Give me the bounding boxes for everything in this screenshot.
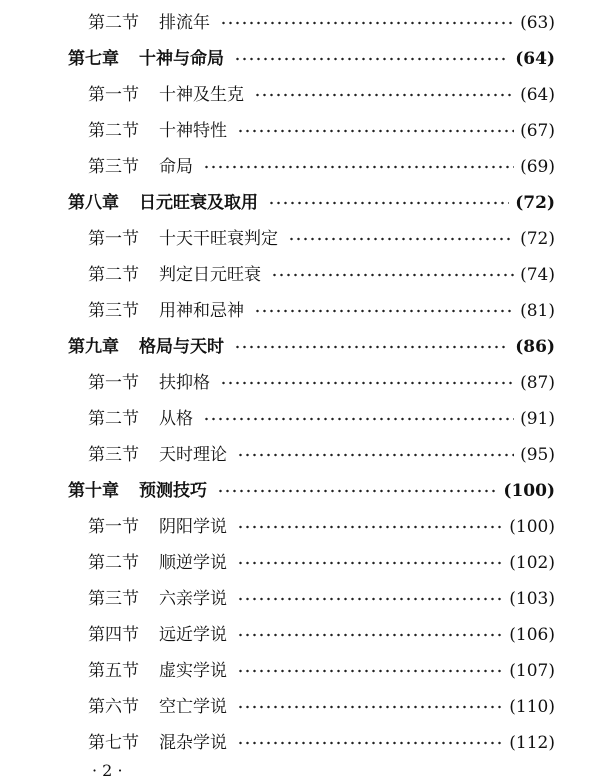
- page-number: (112): [509, 733, 555, 753]
- section-title: 命局: [159, 157, 193, 177]
- dot-leader: [237, 129, 514, 133]
- toc-entry-chapter: [68, 334, 555, 360]
- section-title: 虚实学说: [159, 661, 227, 681]
- section-number: 第四节: [88, 625, 139, 645]
- chapter-number: 第十章: [68, 481, 119, 501]
- page-number: (74): [520, 265, 555, 285]
- chapter-title: 十神与命局: [139, 49, 224, 69]
- dot-leader: [254, 93, 514, 97]
- toc-entry-section: [88, 118, 555, 144]
- section-title: 六亲学说: [159, 589, 227, 609]
- section-title: 从格: [159, 409, 193, 429]
- toc-entry-section: [88, 514, 555, 540]
- section-number: 第一节: [88, 85, 139, 105]
- chapter-title: 预测技巧: [139, 481, 207, 501]
- section-title: 排流年: [159, 13, 210, 33]
- dot-leader: [220, 381, 514, 385]
- section-number: 第三节: [88, 445, 139, 465]
- toc-entry-section: [88, 622, 555, 648]
- page-number: (86): [515, 337, 555, 357]
- dot-leader: [237, 525, 503, 529]
- section-title: 空亡学说: [159, 697, 227, 717]
- section-number: 第一节: [88, 229, 139, 249]
- section-title: 阴阳学说: [159, 517, 227, 537]
- section-title: 十神特性: [159, 121, 227, 141]
- section-number: 第一节: [88, 373, 139, 393]
- section-number: 第三节: [88, 589, 139, 609]
- dot-leader: [271, 273, 514, 277]
- page-number: (100): [509, 517, 555, 537]
- toc-entry-section: [88, 442, 555, 468]
- dot-leader: [268, 201, 509, 205]
- toc-entry-section: [88, 370, 555, 396]
- page-number: (91): [520, 409, 555, 429]
- chapter-title: 日元旺衰及取用: [139, 193, 258, 213]
- chapter-number: 第八章: [68, 193, 119, 213]
- section-title: 用神和忌神: [159, 301, 244, 321]
- toc-entry-section: [88, 550, 555, 576]
- section-title: 十神及生克: [159, 85, 244, 105]
- toc-entry-section: [88, 658, 555, 684]
- section-number: 第一节: [88, 517, 139, 537]
- dot-leader: [217, 489, 497, 493]
- toc-entry-chapter: [68, 478, 555, 504]
- dot-leader: [237, 669, 503, 673]
- toc-entry-section: [88, 730, 555, 756]
- page-number: (67): [520, 121, 555, 141]
- page-number: (64): [520, 85, 555, 105]
- dot-leader: [234, 57, 509, 61]
- section-number: 第三节: [88, 157, 139, 177]
- dot-leader: [220, 21, 514, 25]
- page-number: (102): [509, 553, 555, 573]
- toc-entry-chapter: [68, 46, 555, 72]
- chapter-title: 格局与天时: [139, 337, 224, 357]
- toc-entry-chapter: [68, 190, 555, 216]
- dot-leader: [203, 165, 514, 169]
- section-title: 十天干旺衰判定: [159, 229, 278, 249]
- chapter-number: 第九章: [68, 337, 119, 357]
- page-number: (95): [520, 445, 555, 465]
- section-number: 第二节: [88, 13, 139, 33]
- dot-leader: [237, 597, 503, 601]
- page-number: (69): [520, 157, 555, 177]
- section-number: 第二节: [88, 121, 139, 141]
- toc-entry-section: [88, 694, 555, 720]
- section-title: 混杂学说: [159, 733, 227, 753]
- section-number: 第二节: [88, 553, 139, 573]
- dot-leader: [203, 417, 514, 421]
- section-number: 第二节: [88, 409, 139, 429]
- section-number: 第三节: [88, 301, 139, 321]
- page-number: (72): [520, 229, 555, 249]
- page-number: (64): [515, 49, 555, 69]
- page-number: (87): [520, 373, 555, 393]
- page-number: (100): [503, 481, 555, 501]
- dot-leader: [237, 561, 503, 565]
- section-title: 顺逆学说: [159, 553, 227, 573]
- section-number: 第六节: [88, 697, 139, 717]
- page-number: (110): [509, 697, 555, 717]
- page-number: (106): [509, 625, 555, 645]
- chapter-number: 第七章: [68, 49, 119, 69]
- toc-entry-section: [88, 82, 555, 108]
- section-title: 扶抑格: [159, 373, 210, 393]
- page-folio: · 2 ·: [92, 761, 123, 780]
- section-number: 第七节: [88, 733, 139, 753]
- dot-leader: [237, 453, 514, 457]
- section-number: 第五节: [88, 661, 139, 681]
- section-title: 判定日元旺衰: [159, 265, 261, 285]
- section-number: 第二节: [88, 265, 139, 285]
- toc-entry-section: [88, 406, 555, 432]
- dot-leader: [254, 309, 514, 313]
- toc-entry-section: [88, 10, 555, 36]
- toc-entry-section: [88, 226, 555, 252]
- dot-leader: [237, 633, 503, 637]
- page-number: (81): [520, 301, 555, 321]
- page-number: (107): [509, 661, 555, 681]
- toc-entry-section: [88, 298, 555, 324]
- page-number: (63): [520, 13, 555, 33]
- section-title: 天时理论: [159, 445, 227, 465]
- dot-leader: [288, 237, 514, 241]
- dot-leader: [234, 345, 509, 349]
- dot-leader: [237, 741, 503, 745]
- toc-entry-section: [88, 154, 555, 180]
- toc-entry-section: [88, 262, 555, 288]
- toc-entry-section: [88, 586, 555, 612]
- page-number: (103): [509, 589, 555, 609]
- dot-leader: [237, 705, 503, 709]
- page-number: (72): [515, 193, 555, 213]
- section-title: 远近学说: [159, 625, 227, 645]
